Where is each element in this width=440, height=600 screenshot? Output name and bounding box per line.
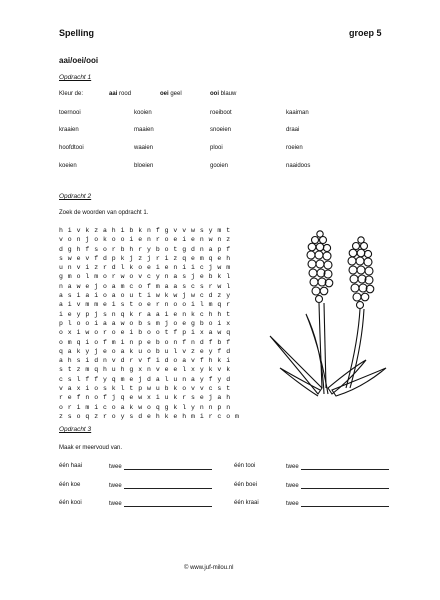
grid-row: a h s i d n v d r v f i d o a v f h k i bbox=[59, 357, 231, 365]
hyacinth-illustration bbox=[262, 218, 402, 414]
legend-oei: oei geel bbox=[160, 91, 182, 97]
grid-row: s t z m q h u h g x n v e e l x y k v k bbox=[59, 366, 231, 374]
page-title: Spelling bbox=[59, 28, 95, 38]
word-cell: roeien bbox=[286, 145, 303, 151]
word-cell: maaien bbox=[134, 127, 154, 133]
word-cell: waaien bbox=[134, 145, 154, 151]
word-cell: draai bbox=[286, 127, 300, 133]
grid-row: v o n j o k o o i e n r o e i e n w n z bbox=[59, 236, 231, 244]
word-cell: bloeien bbox=[134, 163, 154, 169]
answer-blank[interactable]: twee bbox=[109, 500, 212, 507]
grid-row: v a x i o s k l t p w u b k o v v c s t bbox=[59, 385, 231, 393]
grid-row: d g h f s o r b h r y b o t g d n a p f bbox=[59, 245, 231, 253]
word-cell: roeiboot bbox=[210, 110, 232, 116]
legend-ooi: ooi blauw bbox=[210, 91, 237, 97]
exercise-right: één boei bbox=[234, 482, 258, 488]
grid-row: o r i m i c o a k w o q g k l y n n p n bbox=[59, 403, 231, 411]
grid-row: q a k y j e o a k u o b u l v z e y f d bbox=[59, 347, 231, 355]
legend-label: Kleur de: bbox=[59, 91, 84, 97]
section2-instruction: Zoek de woorden van opdracht 1. bbox=[59, 210, 149, 216]
exercise-left: één koe bbox=[59, 482, 81, 488]
grid-row: a i v m m e i s t o e r n o o i l m q r bbox=[59, 301, 231, 309]
word-cell: snoeien bbox=[210, 127, 232, 133]
word-cell: koeien bbox=[59, 163, 77, 169]
grid-row: u n v i z r d l k o e i e n i i c j w m bbox=[59, 264, 231, 272]
answer-blank[interactable]: twee bbox=[286, 463, 389, 470]
section2-title: Opdracht 2 bbox=[59, 193, 92, 200]
exercise-left: één kooi bbox=[59, 500, 82, 506]
word-cell: toernooi bbox=[59, 110, 81, 116]
exercise-right: één tooi bbox=[234, 463, 256, 469]
section1-title: Opdracht 1 bbox=[59, 74, 92, 81]
word-cell: hoofdtooi bbox=[59, 145, 84, 151]
word-cell: plooi bbox=[210, 145, 223, 151]
grid-row: p l o o i a a w o b s m j o e g b o i x bbox=[59, 319, 231, 327]
section3-instruction: Maak er meervoud van. bbox=[59, 445, 123, 451]
word-cell: kooien bbox=[134, 110, 152, 116]
word-search-grid bbox=[59, 226, 239, 421]
answer-blank[interactable]: twee bbox=[286, 482, 389, 489]
flower-cluster-left bbox=[307, 231, 333, 303]
grid-row: g m o l m o r w o v c y n a s j e b k l bbox=[59, 273, 231, 281]
word-cell: naaidoos bbox=[286, 163, 311, 169]
grid-row: c s l f f y q m e j d a l u n a y f y d bbox=[59, 375, 231, 383]
grid-row: h i v k z a h i b k n f g v v w s y m t bbox=[59, 227, 231, 234]
subtitle: aai/oei/ooi bbox=[59, 56, 99, 65]
grid-row: s w e v f d p k j z j r i z q e m q e h bbox=[59, 254, 231, 262]
grid-row: z s o q z r o y s d e h k e h m i r c o m bbox=[59, 412, 240, 420]
word-cell: gooien bbox=[210, 163, 229, 169]
section3-title: Opdracht 3 bbox=[59, 426, 92, 433]
group-label: groep 5 bbox=[349, 28, 382, 38]
answer-blank[interactable]: twee bbox=[286, 500, 389, 507]
grid-row: o m q i o f m i n p e b o n f n d f b f bbox=[59, 338, 231, 346]
footer-credit: © www.juf-milou.nl bbox=[184, 565, 234, 571]
flower-cluster-right bbox=[348, 237, 374, 309]
grid-row: i e y p j s n q k r a a i e n k c h h t bbox=[59, 310, 231, 318]
legend-aai: aai rood bbox=[109, 91, 132, 97]
grid-row: a s i a i o a o u t i w k w j w c d z y bbox=[59, 292, 231, 300]
grid-row: r e f n o f j q e w x i u k r s e j a h bbox=[59, 394, 231, 402]
exercise-left: één haai bbox=[59, 463, 83, 469]
exercise-right: één kraai bbox=[234, 500, 259, 506]
grid-row: n a w e j o a m c o f m a a s c s r w l bbox=[59, 282, 231, 290]
answer-blank[interactable]: twee bbox=[109, 482, 212, 489]
grid-row: o x i w o r o e i b o o t f p i x a w q bbox=[59, 329, 231, 337]
answer-blank[interactable]: twee bbox=[109, 463, 212, 470]
word-cell: kaaiman bbox=[286, 110, 309, 116]
word-cell: kraaien bbox=[59, 127, 79, 133]
